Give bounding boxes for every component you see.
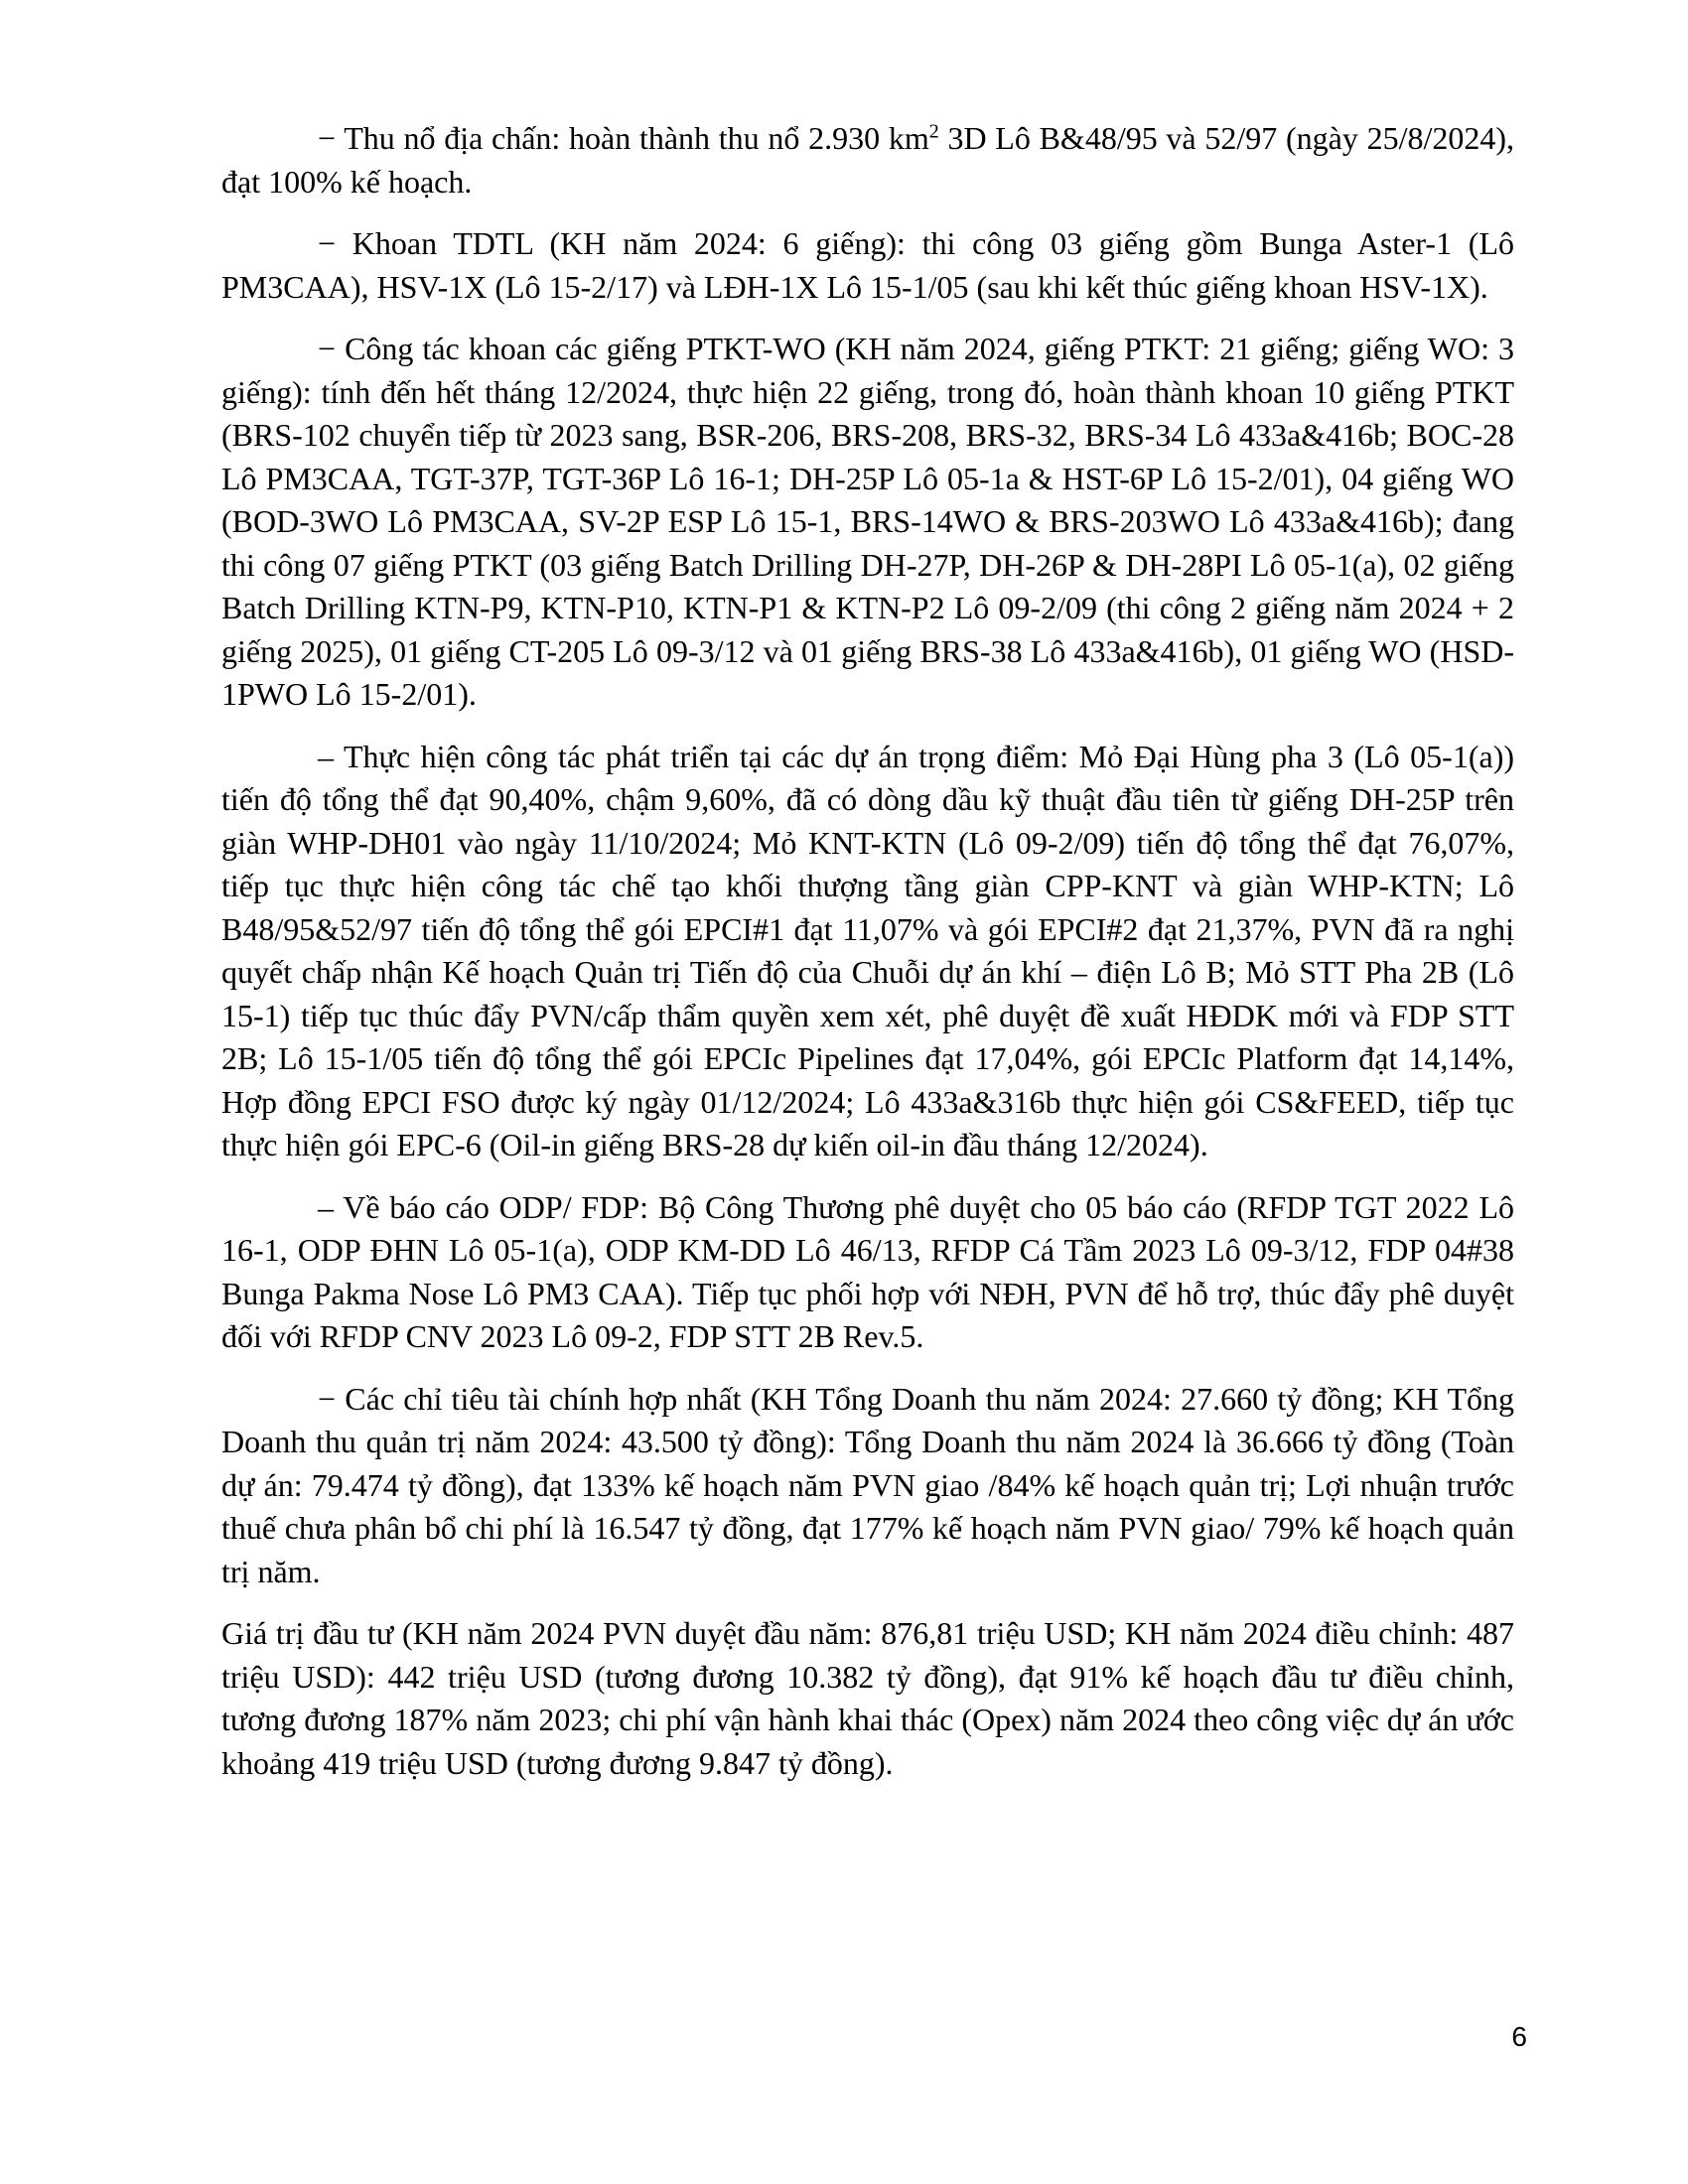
- superscript-squared: 2: [928, 120, 939, 143]
- paragraph-key-projects: – Thực hiện công tác phát triển tại các dự án trọng điểm: Mỏ Đại Hùng pha 3 (Lô 05-1(a)) tiến độ tổng thể đạt 90,40%, chậm 9,60%, đã có dòng dầu kỹ thuật đầu tiên từ giếng DH-25P trên giàn WHP-DH01 vào ngày 11/10/2024; Mỏ KNT-KTN (Lô 09-2/09) tiến độ tổng thể đạt 76,07%, tiếp tục thực hiện công tác chế tạo khối thượng tầng giàn CPP-KNT và giàn WHP-KTN; Lô B48/95&52/97 tiến độ tổng thể gói EPCI#1 đạt 11,07% và gói EPCI#2 đạt 21,37%, PVN đã ra nghị quyết chấp nhận Kế hoạch Quản trị Tiến độ của Chuỗi dự án khí – điện Lô B; Mỏ STT Pha 2B (Lô 15-1) tiếp tục thúc đẩy PVN/cấp thẩm quyền xem xét, phê duyệt đề xuất HĐDK mới và FDP STT 2B; Lô 15-1/05 tiến độ tổng thể gói EPCIc Pipelines đạt 17,04%, gói EPCIc Platform đạt 14,14%, Hợp đồng EPCI FSO được ký ngày 01/12/2024; Lô 433a&316b thực hiện gói CS&FEED, tiếp tục thực hiện gói EPC-6 (Oil-in giếng BRS-28 dự kiến oil-in đầu tháng 12/2024).: [221, 738, 1514, 1162]
- paragraph-seismic-text: − Thu nổ địa chấn: hoàn thành thu nổ 2.930 km: [318, 120, 929, 156]
- paragraph-seismic-text-cont: 3D Lô B&48/95 và 52/97 (ngày 25/8/2024), đạt 100% kế hoạch.: [221, 120, 1515, 200]
- paragraph-odp-fdp-reports: – Về báo cáo ODP/ FDP: Bộ Công Thương phê duyệt cho 05 báo cáo (RFDP TGT 2022 Lô 16-1, ODP ĐHN Lô 05-1(a), ODP KM-DD Lô 46/13, RFDP Cá Tầm 2023 Lô 09-3/12, FDP 04#38 Bunga Pakma Nose Lô PM3 CAA). Tiếp tục phối hợp với NĐH, PVN để hỗ trợ, thúc đẩy phê duyệt đối với RFDP CNV 2023 Lô 09-2, FDP STT 2B Rev.5.: [221, 1188, 1514, 1354]
- document-body: [221, 117, 1514, 1804]
- page-number: 6: [1511, 2021, 1527, 2052]
- paragraph-financial-targets: − Các chỉ tiêu tài chính hợp nhất (KH Tổng Doanh thu năm 2024: 27.660 tỷ đồng; KH Tổng Doanh thu quản trị năm 2024: 43.500 tỷ đồng): Tổng Doanh thu năm 2024 là 36.666 tỷ đồng (Toàn dự án: 79.474 tỷ đồng), đạt 133% kế hoạch năm PVN giao /84% kế hoạch quản trị; Lợi nhuận trước thuế chưa phân bổ chi phí là 16.547 tỷ đồng, đạt 177% kế hoạch năm PVN giao/ 79% kế hoạch quản trị năm.: [221, 1380, 1514, 1589]
- paragraph-seismic: [221, 117, 1514, 204]
- paragraph-exploration-drilling: − Khoan TDTL (KH năm 2024: 6 giếng): thi công 03 giếng gồm Bunga Aster-1 (Lô PM3CAA), HSV-1X (Lô 15-2/17) và LĐH-1X Lô 15-1/05 (sau khi kết thúc giếng khoan HSV-1X).: [221, 225, 1514, 305]
- paragraph-investment-value: Giá trị đầu tư (KH năm 2024 PVN duyệt đầu năm: 876,81 triệu USD; KH năm 2024 điều chỉnh: 487 triệu USD): 442 triệu USD (tương đương 10.382 tỷ đồng), đạt 91% kế hoạch đầu tư điều chỉnh, tương đương 187% năm 2023; chi phí vận hành khai thác (Opex) năm 2024 theo công việc dự án ước khoảng 419 triệu USD (tương đương 9.847 tỷ đồng).: [221, 1615, 1514, 1781]
- paragraph-development-wells: − Công tác khoan các giếng PTKT-WO (KH năm 2024, giếng PTKT: 21 giếng; giếng WO: 3 giếng): tính đến hết tháng 12/2024, thực hiện 22 giếng, trong đó, hoàn thành khoan 10 giếng PTKT (BRS-102 chuyển tiếp từ 2023 sang, BSR-206, BRS-208, BRS-32, BRS-34 Lô 433a&416b; BOC-28 Lô PM3CAA, TGT-37P, TGT-36P Lô 16-1; DH-25P Lô 05-1a & HST-6P Lô 15-2/01), 04 giếng WO (BOD-3WO Lô PM3CAA, SV-2P ESP Lô 15-1, BRS-14WO & BRS-203WO Lô 433a&416b); đang thi công 07 giếng PTKT (03 giếng Batch Drilling DH-27P, DH-26P & DH-28PI Lô 05-1(a), 02 giếng Batch Drilling KTN-P9, KTN-P10, KTN-P1 & KTN-P2 Lô 09-2/09 (thi công 2 giếng năm 2024 + 2 giếng 2025), 01 giếng CT-205 Lô 09-3/12 và 01 giếng BRS-38 Lô 433a&416b), 01 giếng WO (HSD-1PWO Lô 15-2/01).: [221, 331, 1514, 712]
